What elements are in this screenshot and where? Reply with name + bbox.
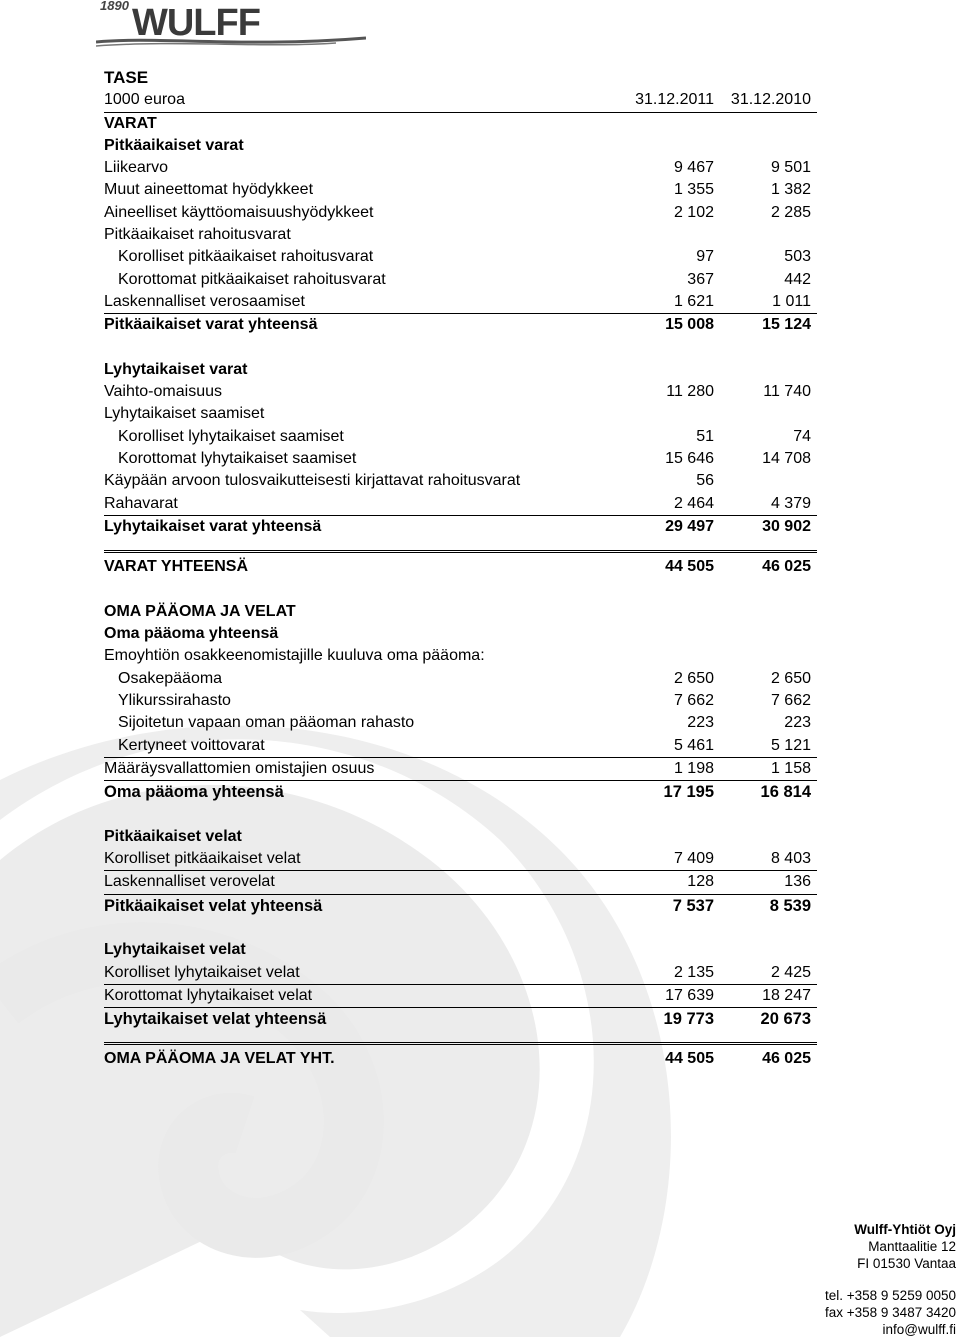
company-address — [854, 1221, 956, 1272]
liabilities-title: OMA PÄÄOMA JA VELAT — [104, 602, 296, 620]
logo-swoosh-icon — [96, 34, 366, 48]
table-row: Muut aineettomat hyödykkeet 1 355 1 382 — [104, 181, 811, 199]
table-row: Pitkäaikaiset rahoitusvarat — [104, 226, 291, 244]
column-2011: 31.12.2011 — [635, 91, 714, 109]
subtotal-row: Pitkäaikaiset varat yhteensä 15 008 15 124 — [104, 316, 811, 334]
table-row: Korolliset pitkäaikaiset velat 7 409 8 403 — [104, 848, 817, 871]
subtotal-row: Lyhytaikaiset varat yhteensä 29 497 30 902 — [104, 517, 811, 535]
table-row: Korolliset lyhytaikaiset velat 2 135 2 425 — [104, 962, 817, 985]
table-row: Rahavarat 2 464 4 379 — [104, 493, 817, 516]
email-address[interactable]: info@wulff.fi — [882, 1322, 956, 1337]
section-title: Pitkäaikaiset varat — [104, 136, 244, 154]
header-row — [104, 89, 817, 112]
subtotal-row: Oma pääoma yhteensä 17 195 16 814 — [104, 783, 811, 802]
table-row: Korottomat lyhytaikaiset saamiset 15 646 14 708 — [118, 450, 811, 468]
table-row: Sijoitetun vapaan oman pääoman rahasto 223 223 — [118, 714, 811, 732]
grand-total-row: VARAT YHTEENSÄ 44 505 46 025 — [104, 558, 811, 576]
table-row: Kertyneet voittovarat 5 461 5 121 — [104, 735, 817, 758]
table-row: Vaihto-omaisuus 11 280 11 740 — [104, 383, 811, 401]
subtotal-row: Pitkäaikaiset velat yhteensä 7 537 8 539 — [104, 896, 811, 915]
company-contacts — [825, 1287, 956, 1338]
fax-number: fax +358 9 3487 3420 — [825, 1305, 956, 1320]
table-row: Aineelliset käyttöomaisuushyödykkeet 2 102 2 285 — [104, 203, 811, 221]
table-row: Ylikurssirahasto 7 662 7 662 — [118, 692, 811, 710]
table-row: Laskennalliset verosaamiset 1 621 1 011 — [104, 291, 817, 314]
table-row: Lyhytaikaiset saamiset — [104, 405, 265, 423]
street-address: Manttaalitie 12 — [868, 1239, 956, 1254]
table-row: Korottomat pitkäaikaiset rahoitusvarat 367 442 — [118, 270, 811, 288]
section-title: Oma pääoma yhteensä — [104, 625, 279, 643]
subtotal-row: Lyhytaikaiset velat yhteensä 19 773 20 673 — [104, 1010, 811, 1029]
table-row: Korolliset lyhytaikaiset saamiset 51 74 — [118, 427, 811, 445]
table-row: Korottomat lyhytaikaiset velat 17 639 18 247 — [104, 985, 817, 1008]
assets-title: VARAT — [104, 114, 157, 132]
section-title: Pitkäaikaiset velat — [104, 827, 242, 845]
balance-sheet — [104, 67, 817, 1071]
table-row: Määräysvallattomien omistajien osuus 1 198 1 158 — [104, 758, 817, 781]
section-subtitle: Emoyhtiön osakkeenomistajille kuuluva oma pääoma: — [104, 647, 485, 665]
table-row: Osakepääoma 2 650 2 650 — [118, 669, 811, 687]
company-name: Wulff-Yhtiöt Oyj — [854, 1222, 956, 1237]
page-title: TASE — [104, 68, 149, 87]
column-2010: 31.12.2010 — [730, 91, 811, 109]
unit-label: 1000 euroa — [104, 91, 185, 109]
phone-number: tel. +358 9 5259 0050 — [825, 1288, 956, 1303]
table-row: Liikearvo 9 467 9 501 — [104, 159, 811, 177]
table-row: Käypään arvoon tulosvaikutteisesti kirjattavat rahoitusvarat 56 — [104, 472, 714, 490]
city-address: FI 01530 Vantaa — [857, 1256, 956, 1271]
grand-total-row: OMA PÄÄOMA JA VELAT YHT. 44 505 46 025 — [104, 1050, 811, 1068]
table-row: Laskennalliset verovelat 128 136 — [104, 871, 817, 894]
section-title: Lyhytaikaiset varat — [104, 360, 248, 378]
section-title: Lyhytaikaiset velat — [104, 941, 246, 959]
logo-name: WULFF — [132, 2, 260, 44]
table-row: Korolliset pitkäaikaiset rahoitusvarat 97 503 — [118, 248, 811, 266]
logo-year: 1890 — [100, 0, 129, 13]
